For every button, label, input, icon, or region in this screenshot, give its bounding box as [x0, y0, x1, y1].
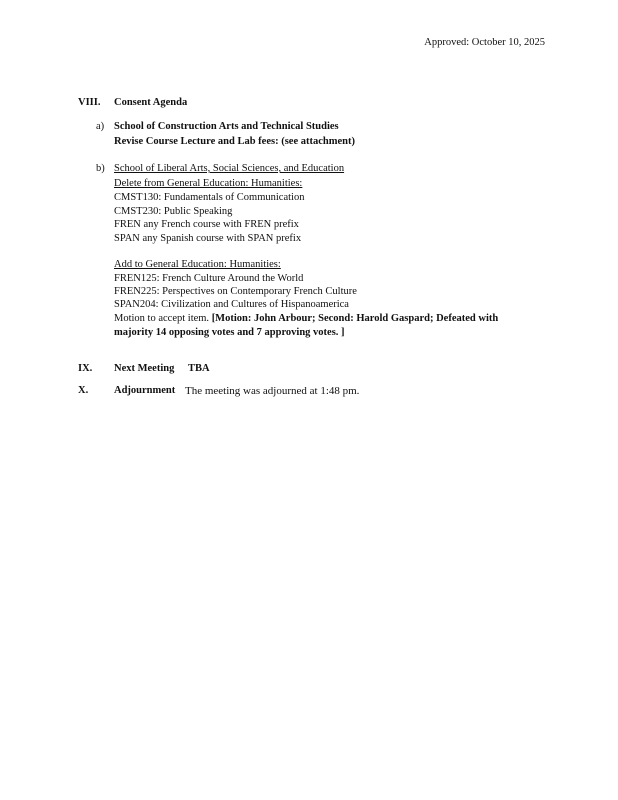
section-title: Next Meeting [114, 363, 175, 374]
section-title: Consent Agenda [114, 97, 188, 108]
section-number: VIII. [78, 97, 101, 108]
motion-detail: [Motion: John Arbour; Second: Harold Gaspard; Defeated with majority 14 opposing votes and 7 approving votes. ] [114, 313, 499, 338]
item-a-detail: Revise Course Lecture and Lab fees: (see attachment) [114, 136, 355, 147]
adjournment-value: The meeting was adjourned at 1:48 pm. [185, 385, 360, 397]
approved-date: Approved: October 10, 2025 [424, 37, 545, 48]
section-number: X. [78, 385, 89, 396]
motion-text [114, 312, 514, 340]
motion-intro: Motion to accept item. [114, 313, 210, 324]
list-item: SPAN any Spanish course with SPAN prefix [114, 233, 302, 244]
item-letter: a) [96, 121, 105, 132]
list-item: FREN225: Perspectives on Contemporary French Culture [114, 286, 357, 297]
list-item: FREN any French course with FREN prefix [114, 219, 299, 230]
list-item: SPAN204: Civilization and Cultures of Hispanoamerica [114, 299, 349, 310]
item-letter: b) [96, 163, 105, 174]
next-meeting-value: TBA [188, 363, 210, 374]
item-title: School of Construction Arts and Technical Studies [114, 121, 339, 132]
list-item: CMST130: Fundamentals of Communication [114, 192, 305, 203]
add-heading: Add to General Education: Humanities: [114, 259, 281, 270]
delete-heading: Delete from General Education: Humanities: [114, 178, 303, 189]
section-number: IX. [78, 363, 93, 374]
item-title: School of Liberal Arts, Social Sciences, and Education [114, 163, 345, 174]
list-item: FREN125: French Culture Around the World [114, 273, 304, 284]
list-item: CMST230: Public Speaking [114, 206, 233, 217]
section-title: Adjournment [114, 385, 176, 396]
